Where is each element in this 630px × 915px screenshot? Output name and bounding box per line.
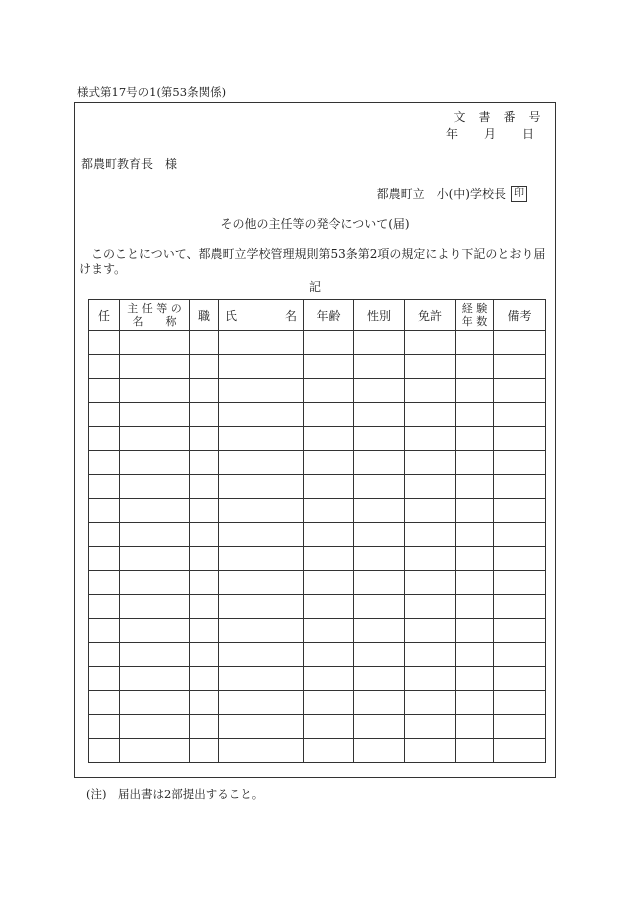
table-cell[interactable] bbox=[89, 499, 120, 523]
table-cell[interactable] bbox=[456, 643, 494, 667]
table-cell[interactable] bbox=[405, 427, 456, 451]
table-row bbox=[89, 739, 546, 763]
header-shimei bbox=[219, 300, 304, 331]
table-cell[interactable] bbox=[120, 475, 190, 499]
table-cell[interactable] bbox=[120, 499, 190, 523]
year-label: 年 bbox=[445, 127, 458, 141]
table-cell[interactable] bbox=[190, 595, 219, 619]
table-cell[interactable] bbox=[354, 499, 405, 523]
table-cell[interactable] bbox=[89, 691, 120, 715]
table-cell[interactable] bbox=[304, 403, 354, 427]
table-cell[interactable] bbox=[89, 523, 120, 547]
table-cell[interactable] bbox=[219, 667, 304, 691]
table-cell[interactable] bbox=[89, 739, 120, 763]
table-cell[interactable] bbox=[190, 379, 219, 403]
table-cell[interactable] bbox=[120, 739, 190, 763]
table-cell[interactable] bbox=[354, 355, 405, 379]
table-cell[interactable] bbox=[219, 715, 304, 739]
table-cell[interactable] bbox=[304, 379, 354, 403]
table-cell[interactable] bbox=[405, 475, 456, 499]
doc-char: 番 bbox=[503, 110, 516, 124]
header-shunin-line2: 名 称 bbox=[132, 315, 177, 328]
table-cell[interactable] bbox=[219, 571, 304, 595]
table-cell[interactable] bbox=[190, 715, 219, 739]
table-body bbox=[89, 331, 546, 763]
month-label: 月 bbox=[483, 127, 496, 141]
table-cell[interactable] bbox=[354, 427, 405, 451]
table-cell[interactable] bbox=[494, 403, 546, 427]
table-cell[interactable] bbox=[494, 739, 546, 763]
table-cell[interactable] bbox=[120, 451, 190, 475]
table-cell[interactable] bbox=[120, 595, 190, 619]
table-row bbox=[89, 475, 546, 499]
table-cell[interactable] bbox=[354, 739, 405, 763]
table-cell[interactable] bbox=[89, 715, 120, 739]
table-cell[interactable] bbox=[190, 571, 219, 595]
table-cell[interactable] bbox=[190, 547, 219, 571]
table-row bbox=[89, 667, 546, 691]
table-cell[interactable] bbox=[405, 499, 456, 523]
table-cell[interactable] bbox=[120, 643, 190, 667]
header-shunin-name bbox=[120, 300, 190, 331]
header-exp-line1: 経 験 bbox=[461, 302, 488, 315]
table-cell[interactable] bbox=[405, 619, 456, 643]
appointment-table bbox=[88, 299, 546, 763]
table-cell[interactable] bbox=[405, 739, 456, 763]
table-cell[interactable] bbox=[89, 475, 120, 499]
table-cell[interactable] bbox=[219, 403, 304, 427]
table-cell[interactable] bbox=[190, 667, 219, 691]
table-cell[interactable] bbox=[304, 691, 354, 715]
sender bbox=[377, 185, 527, 202]
table-cell[interactable] bbox=[354, 523, 405, 547]
table-cell[interactable] bbox=[456, 547, 494, 571]
addressee: 都農町教育長 様 bbox=[81, 157, 178, 171]
table-cell[interactable] bbox=[120, 619, 190, 643]
table-cell[interactable] bbox=[89, 595, 120, 619]
table-cell[interactable] bbox=[190, 643, 219, 667]
table-cell[interactable] bbox=[120, 379, 190, 403]
table-cell[interactable] bbox=[304, 427, 354, 451]
table-cell[interactable] bbox=[190, 739, 219, 763]
table-cell[interactable] bbox=[190, 403, 219, 427]
body-text: このことについて、都農町立学校管理規則第53条第2項の規定により下記のとおり届けます。 bbox=[79, 247, 546, 276]
table-cell[interactable] bbox=[190, 499, 219, 523]
table-row bbox=[89, 355, 546, 379]
table-cell[interactable] bbox=[120, 403, 190, 427]
doc-char: 号 bbox=[528, 110, 541, 124]
table-cell[interactable] bbox=[304, 643, 354, 667]
table-cell[interactable] bbox=[89, 355, 120, 379]
header-shoku: 職 bbox=[190, 300, 219, 331]
table-cell[interactable] bbox=[405, 667, 456, 691]
table-cell[interactable] bbox=[354, 571, 405, 595]
table-cell[interactable] bbox=[456, 355, 494, 379]
table-cell[interactable] bbox=[405, 691, 456, 715]
header-license: 免許 bbox=[405, 300, 456, 331]
form-number: 様式第17号の1(第53条関係) bbox=[77, 85, 227, 99]
header-nin: 任 bbox=[89, 300, 120, 331]
table-cell[interactable] bbox=[219, 619, 304, 643]
table-cell[interactable] bbox=[219, 547, 304, 571]
table-cell[interactable] bbox=[304, 523, 354, 547]
table-cell[interactable] bbox=[405, 595, 456, 619]
table-cell[interactable] bbox=[494, 691, 546, 715]
table-cell[interactable] bbox=[354, 691, 405, 715]
table-cell[interactable] bbox=[219, 691, 304, 715]
table-cell[interactable] bbox=[456, 715, 494, 739]
header-exp-line2: 年 数 bbox=[461, 315, 488, 328]
table-row bbox=[89, 499, 546, 523]
table-cell[interactable] bbox=[405, 379, 456, 403]
table-cell[interactable] bbox=[190, 331, 219, 355]
table-cell[interactable] bbox=[354, 595, 405, 619]
table-cell[interactable] bbox=[219, 331, 304, 355]
table-cell[interactable] bbox=[120, 331, 190, 355]
table-cell[interactable] bbox=[304, 355, 354, 379]
table-cell[interactable] bbox=[354, 715, 405, 739]
table-cell[interactable] bbox=[190, 427, 219, 451]
table-cell[interactable] bbox=[304, 451, 354, 475]
table-cell[interactable] bbox=[494, 667, 546, 691]
table-cell[interactable] bbox=[456, 667, 494, 691]
table-cell[interactable] bbox=[405, 643, 456, 667]
table-row bbox=[89, 715, 546, 739]
doc-char: 書 bbox=[478, 110, 491, 124]
table-cell[interactable] bbox=[89, 331, 120, 355]
header-shimei-b: 名 bbox=[284, 308, 297, 323]
table-cell[interactable] bbox=[120, 667, 190, 691]
table-cell[interactable] bbox=[456, 427, 494, 451]
table-cell[interactable] bbox=[354, 451, 405, 475]
table-cell[interactable] bbox=[405, 715, 456, 739]
table-cell[interactable] bbox=[190, 355, 219, 379]
table-cell[interactable] bbox=[304, 331, 354, 355]
table-cell[interactable] bbox=[456, 595, 494, 619]
sender-name: 都農町立 小(中)学校長 bbox=[376, 187, 506, 201]
table-row bbox=[89, 427, 546, 451]
table-cell[interactable] bbox=[304, 595, 354, 619]
header-remarks: 備考 bbox=[494, 300, 546, 331]
table-cell[interactable] bbox=[304, 475, 354, 499]
table-cell[interactable] bbox=[494, 499, 546, 523]
table-cell[interactable] bbox=[219, 355, 304, 379]
table-cell[interactable] bbox=[405, 571, 456, 595]
table-cell[interactable] bbox=[494, 331, 546, 355]
table-cell[interactable] bbox=[120, 547, 190, 571]
table-cell[interactable] bbox=[456, 331, 494, 355]
day-label: 日 bbox=[521, 127, 534, 141]
table-cell[interactable] bbox=[89, 451, 120, 475]
table-cell[interactable] bbox=[219, 523, 304, 547]
table-cell[interactable] bbox=[456, 451, 494, 475]
table-row bbox=[89, 523, 546, 547]
table-cell[interactable] bbox=[304, 571, 354, 595]
table-cell[interactable] bbox=[120, 715, 190, 739]
table-row bbox=[89, 595, 546, 619]
table-cell[interactable] bbox=[456, 475, 494, 499]
table-cell[interactable] bbox=[494, 715, 546, 739]
table-cell[interactable] bbox=[354, 643, 405, 667]
table-cell[interactable] bbox=[120, 571, 190, 595]
table-cell[interactable] bbox=[354, 619, 405, 643]
table-cell[interactable] bbox=[219, 379, 304, 403]
header-sex: 性別 bbox=[354, 300, 405, 331]
table-cell[interactable] bbox=[494, 427, 546, 451]
table-cell[interactable] bbox=[456, 379, 494, 403]
table-cell[interactable] bbox=[89, 547, 120, 571]
table-cell[interactable] bbox=[304, 499, 354, 523]
table-cell[interactable] bbox=[354, 403, 405, 427]
table-cell[interactable] bbox=[304, 667, 354, 691]
ki-heading: 記 bbox=[308, 280, 321, 294]
table-cell[interactable] bbox=[89, 571, 120, 595]
note: (注) 届出書は2部提出すること。 bbox=[86, 787, 264, 801]
table-cell[interactable] bbox=[89, 619, 120, 643]
table-cell[interactable] bbox=[190, 691, 219, 715]
table-header-row bbox=[89, 300, 546, 331]
table-row bbox=[89, 691, 546, 715]
table-cell[interactable] bbox=[494, 571, 546, 595]
table-cell[interactable] bbox=[190, 523, 219, 547]
document-frame bbox=[74, 102, 556, 778]
table-cell[interactable] bbox=[494, 595, 546, 619]
table-cell[interactable] bbox=[89, 403, 120, 427]
table-cell[interactable] bbox=[494, 547, 546, 571]
table-cell[interactable] bbox=[219, 643, 304, 667]
table-row bbox=[89, 451, 546, 475]
doc-char: 文 bbox=[453, 110, 466, 124]
table-row bbox=[89, 379, 546, 403]
table-cell[interactable] bbox=[456, 691, 494, 715]
table-cell[interactable] bbox=[456, 619, 494, 643]
table-row bbox=[89, 571, 546, 595]
table-cell[interactable] bbox=[219, 475, 304, 499]
table-cell[interactable] bbox=[120, 355, 190, 379]
table-cell[interactable] bbox=[405, 451, 456, 475]
document-number-block bbox=[433, 109, 547, 143]
table-cell[interactable] bbox=[190, 475, 219, 499]
table-cell[interactable] bbox=[456, 523, 494, 547]
table-row bbox=[89, 619, 546, 643]
table-cell[interactable] bbox=[120, 427, 190, 451]
table-cell[interactable] bbox=[354, 331, 405, 355]
table-cell[interactable] bbox=[89, 667, 120, 691]
table-cell[interactable] bbox=[304, 715, 354, 739]
table-cell[interactable] bbox=[494, 475, 546, 499]
table-cell[interactable] bbox=[89, 643, 120, 667]
table-cell[interactable] bbox=[494, 355, 546, 379]
table-cell[interactable] bbox=[494, 643, 546, 667]
table-cell[interactable] bbox=[405, 355, 456, 379]
table-cell[interactable] bbox=[354, 667, 405, 691]
table-cell[interactable] bbox=[190, 619, 219, 643]
table-cell[interactable] bbox=[304, 619, 354, 643]
table-cell[interactable] bbox=[354, 475, 405, 499]
table-cell[interactable] bbox=[219, 739, 304, 763]
table-cell[interactable] bbox=[304, 547, 354, 571]
header-shimei-a: 氏 bbox=[225, 308, 238, 323]
header-shunin-line1: 主 任 等 の bbox=[127, 302, 182, 315]
table-cell[interactable] bbox=[494, 619, 546, 643]
table-cell[interactable] bbox=[89, 427, 120, 451]
table-cell[interactable] bbox=[494, 523, 546, 547]
document-number-label bbox=[433, 109, 547, 126]
table-cell[interactable] bbox=[456, 403, 494, 427]
table-row bbox=[89, 643, 546, 667]
table-cell[interactable] bbox=[494, 379, 546, 403]
table-cell[interactable] bbox=[219, 451, 304, 475]
table-cell[interactable] bbox=[405, 331, 456, 355]
table-row bbox=[89, 403, 546, 427]
table-cell[interactable] bbox=[354, 379, 405, 403]
table-row bbox=[89, 331, 546, 355]
table-cell[interactable] bbox=[219, 595, 304, 619]
table-row bbox=[89, 547, 546, 571]
table-cell[interactable] bbox=[120, 691, 190, 715]
header-age: 年齢 bbox=[304, 300, 354, 331]
table-cell[interactable] bbox=[219, 427, 304, 451]
table-cell[interactable] bbox=[190, 451, 219, 475]
table-cell[interactable] bbox=[456, 571, 494, 595]
table-cell[interactable] bbox=[405, 547, 456, 571]
seal-box: 印 bbox=[511, 186, 527, 202]
table-cell[interactable] bbox=[354, 547, 405, 571]
table-cell[interactable] bbox=[89, 379, 120, 403]
document-title: その他の主任等の発令について(届) bbox=[220, 217, 410, 231]
table-cell[interactable] bbox=[405, 403, 456, 427]
table-cell[interactable] bbox=[456, 499, 494, 523]
table-cell[interactable] bbox=[219, 499, 304, 523]
table-cell[interactable] bbox=[456, 739, 494, 763]
date-label bbox=[433, 126, 547, 143]
table-cell[interactable] bbox=[494, 451, 546, 475]
header-experience bbox=[456, 300, 494, 331]
table-cell[interactable] bbox=[120, 523, 190, 547]
table-cell[interactable] bbox=[304, 739, 354, 763]
table-cell[interactable] bbox=[405, 523, 456, 547]
